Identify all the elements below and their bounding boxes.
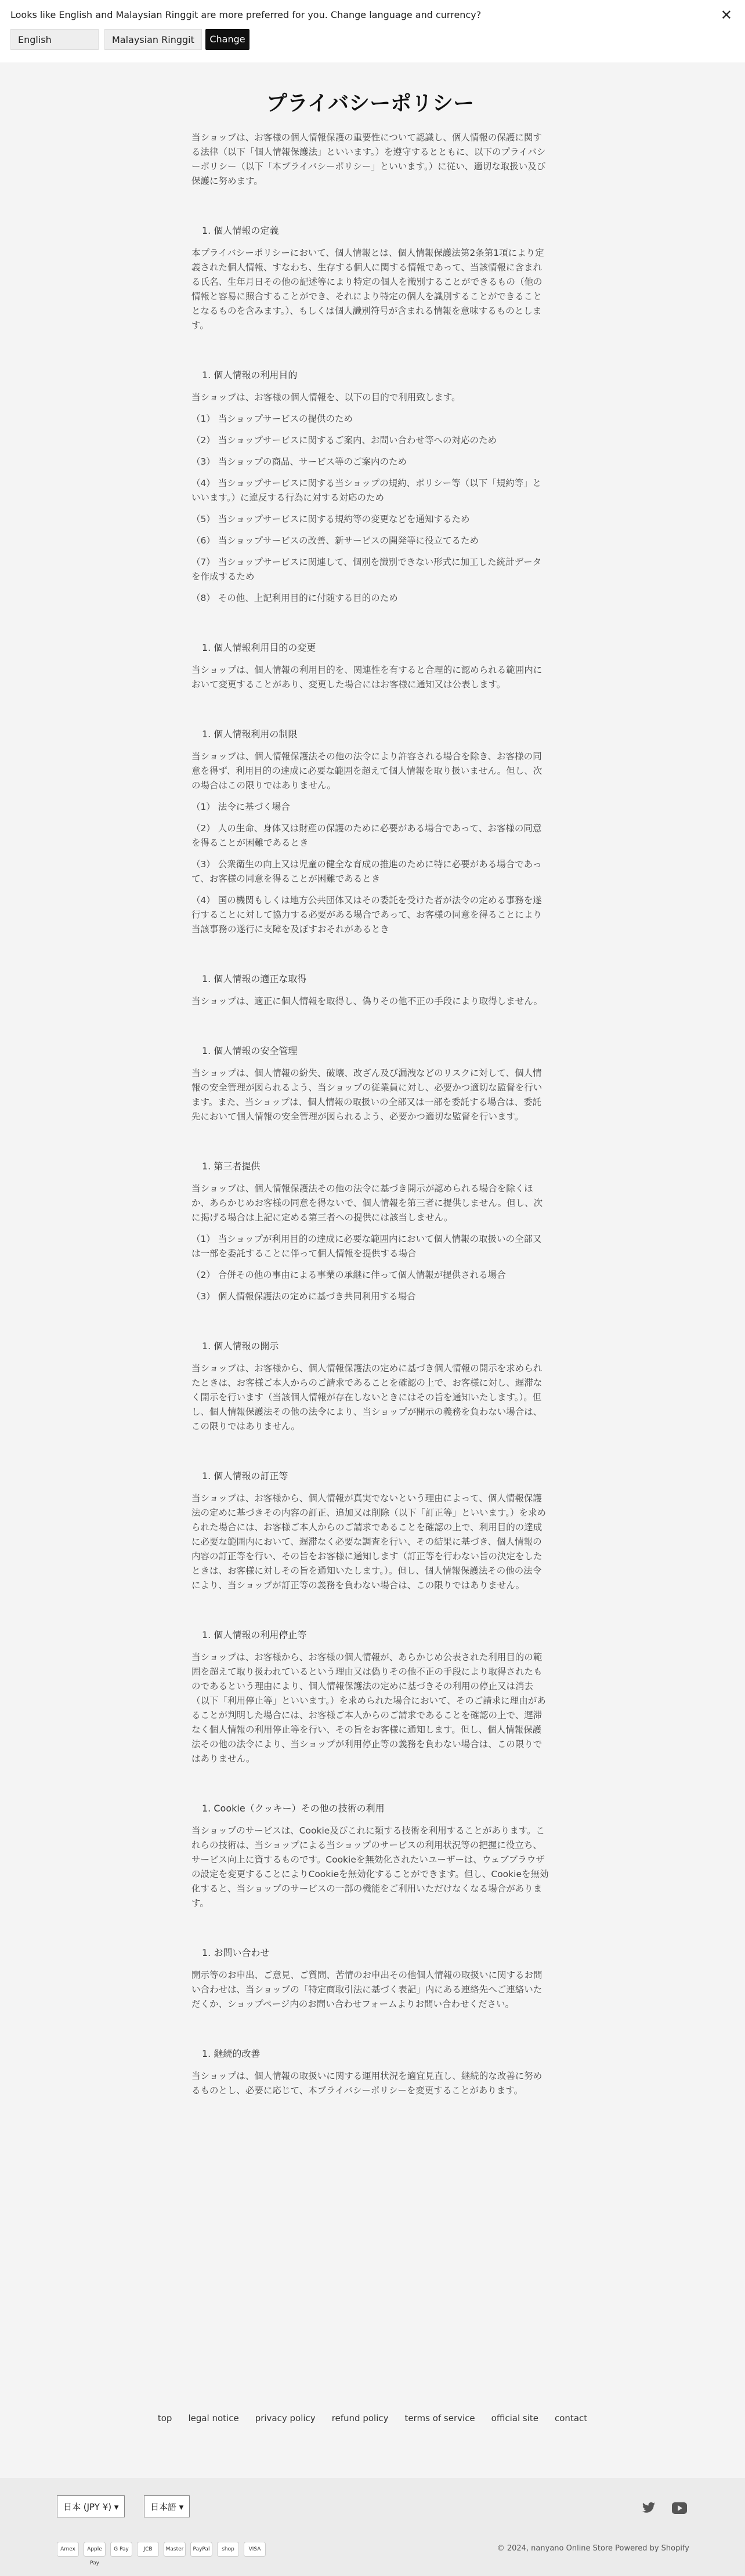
localization-banner [0, 0, 745, 63]
policy-section [191, 2046, 549, 2098]
payment-icon: Amex [57, 2542, 79, 2557]
policy-section [191, 223, 549, 333]
section-heading: 1. 個人情報の利用停止等 [202, 1629, 307, 1640]
policy-content [191, 87, 549, 2133]
section-paragraph: 当ショップは、個人情報の取扱いに関する運用状況を適宜見直し、継続的な改善に努めるものとし、必要に応じて、本プライバシーポリシーを変更することがあります。 [191, 2071, 543, 2096]
section-heading: 1. 個人情報利用目的の変更 [202, 642, 316, 653]
section-paragraph: 当ショップは、お客様から、個人情報保護法の定めに基づき個人情報の開示を求められたときは、お客様ご本人からのご請求であることを確認の上で、お客様に対し、遅滞なく開示を行います（当該個人情報が存在しないときにはその旨を通知いたします。）。但し、個人情報保護法その他の法令により、当ショップが開示の義務を負わない場合は、この限りではありません。 [191, 1363, 543, 1432]
footer-link[interactable]: legal notice [188, 2413, 239, 2423]
section-paragraph: （8） その他、上記利用目的に付随する目的のため [191, 593, 398, 603]
payment-icon: Apple Pay [84, 2542, 106, 2557]
section-paragraph: （3） 個人情報保護法の定めに基づき共同利用する場合 [191, 1291, 416, 1302]
payment-icon: G Pay [110, 2542, 132, 2557]
youtube-icon[interactable] [672, 2502, 687, 2517]
section-paragraph: 当ショップは、個人情報の利用目的を、関連性を有すると合理的に認められる範囲内において変更することがあり、変更した場合にはお客様に通知又は公表します。 [191, 665, 543, 690]
section-paragraph: （4） 国の機関もしくは地方公共団体又はその委託を受けた者が法令の定める事務を遂行することに対して協力する必要がある場合であって、お客様の同意を得ることにより当該事務の遂行に支障を及ぼすおそれがあるとき [191, 895, 543, 934]
currency-select[interactable]: Malaysian Ringgit [104, 29, 202, 50]
section-paragraph: 当ショップのサービスは、Cookie及びこれに類する技術を利用することがあります。これらの技術は、当ショップによる当ショップのサービスの利用状況等の把握に役立ち、サービス向上に資するものです。Cookieを無効化されたいユーザーは、ウェブブラウザの設定を変更することによりCookieを無効化することができます。但し、Cookieを無効化すると、当ショップのサービスの一部の機能をご利用いただけなくなる場合があります。 [191, 1825, 549, 1908]
country-label: 日本 (JPY ¥) [63, 2502, 112, 2512]
section-heading: 1. 個人情報利用の制限 [202, 729, 298, 740]
section-heading: 1. 個人情報の訂正等 [202, 1470, 288, 1481]
section-paragraph: 当ショップは、個人情報保護法その他の法令により許容される場合を除き、お客様の同意を得ず、利用目的の達成に必要な範囲を超えて個人情報を取り扱いません。但し、次の場合はこの限りではありません。 [191, 751, 543, 791]
policy-section [191, 1628, 549, 1766]
page-title: プライバシーポリシー [266, 92, 475, 115]
footer-links [0, 2413, 745, 2423]
payment-icons [57, 2542, 266, 2566]
footer-link[interactable]: official site [491, 2413, 538, 2423]
section-heading: 1. 第三者提供 [202, 1161, 261, 1172]
section-paragraph: （3） 公衆衛生の向上又は児童の健全な育成の推進のために特に必要がある場合であって、お客様の同意を得ることが困難であるとき [191, 859, 542, 884]
section-heading: 1. 個人情報の安全管理 [202, 1045, 298, 1056]
section-paragraph: （2） 当ショップサービスに関するご案内、お問い合わせ等への対応のため [191, 435, 497, 445]
section-heading: 1. Cookie（クッキー）その他の技術の利用 [202, 1803, 385, 1814]
section-paragraph: （1） 当ショップサービスの提供のため [191, 414, 353, 424]
section-paragraph: 開示等のお申出、ご意見、ご質問、苦情のお申出その他個人情報の取扱いに関するお問い合わせは、当ショップの「特定商取引法に基づく表記」内にある連絡先へご連絡いただくか、ショップページ内のお問い合わせフォームよりお問い合わせください。 [191, 1970, 543, 2009]
payment-icon: VISA [244, 2542, 266, 2557]
policy-section [191, 972, 549, 1009]
section-paragraph: 本プライバシーポリシーにおいて、個人情報とは、個人情報保護法第2条第1項により定義された個人情報、すなわち、生存する個人に関する情報であって、当該情報に含まれる氏名、生年月日その他の記述等により特定の個人を識別することができるもの（他の情報と容易に照合することができ、それにより特定の個人を識別することができることとなるものを含みます。）、もしくは個人識別符号が含まれる情報を意味するものとします。 [191, 248, 544, 331]
footer-link[interactable]: refund policy [331, 2413, 389, 2423]
section-paragraph: （3） 当ショップの商品、サービス等のご案内のため [191, 456, 407, 467]
payment-icon: Master [164, 2542, 186, 2557]
footer-link[interactable]: top [157, 2413, 172, 2423]
language-footer-select[interactable]: 日本語 ▾ [144, 2495, 190, 2517]
policy-section [191, 368, 549, 606]
policy-section [191, 640, 549, 692]
section-paragraph: （1） 当ショップが利用目的の達成に必要な範囲内において個人情報の取扱いの全部又は一部を委託することに伴って個人情報を提供する場合 [191, 1234, 542, 1259]
section-paragraph: （1） 法令に基づく場合 [191, 802, 290, 812]
policy-section [191, 1945, 549, 2012]
section-heading: 1. 個人情報の開示 [202, 1340, 279, 1352]
language-label: 日本語 [150, 2502, 177, 2512]
policy-section [191, 1159, 549, 1304]
change-button[interactable]: Change [205, 29, 249, 50]
policy-section [191, 1801, 549, 1911]
payment-icon: shop [217, 2542, 239, 2557]
payment-icon: JCB [137, 2542, 159, 2557]
section-paragraph: （6） 当ショップサービスの改善、新サービスの開発等に役立てるため [191, 535, 479, 546]
section-paragraph: （5） 当ショップサービスに関する規約等の変更などを通知するため [191, 514, 470, 524]
site-footer [0, 2478, 745, 2576]
policy-section [191, 1044, 549, 1124]
language-select[interactable]: English [10, 29, 99, 50]
section-heading: 1. 個人情報の利用目的 [202, 369, 298, 381]
section-paragraph: 当ショップは、個人情報の紛失、破壊、改ざん及び漏洩などのリスクに対して、個人情報の安全管理が図られるよう、当ショップの従業員に対し、必要かつ適切な監督を行います。また、当ショップは、個人情報の取扱いの全部又は一部を委託する場合は、委託先において個人情報の安全管理が図られるよう、必要かつ適切な監督を行います。 [191, 1068, 543, 1122]
country-select[interactable]: 日本 (JPY ¥) ▾ [57, 2495, 125, 2517]
policy-section [191, 1469, 549, 1593]
section-paragraph: 当ショップは、適正に個人情報を取得し、偽りその他不正の手段により取得しません。 [191, 996, 543, 1006]
section-paragraph: （2） 人の生命、身体又は財産の保護のために必要がある場合であって、お客様の同意を得ることが困難であるとき [191, 823, 542, 848]
intro-text: 当ショップは、お客様の個人情報保護の重要性について認識し、個人情報の保護に関する法律（以下「個人情報保護法」といいます。）を遵守するとともに、以下のプライバシーポリシー（以下「本プライバシーポリシー」といいます。）に従い、適切な取扱い及び保護に努めます。 [191, 132, 546, 186]
policy-section [191, 727, 549, 937]
section-paragraph: 当ショップは、お客様から、お客様の個人情報が、あらかじめ公表された利用目的の範囲を超えて取り扱われているという理由又は偽りその他不正の手段により取得されたものであるという理由により、個人情報保護法の定めに基づきその利用の停止又は消去（以下「利用停止等」といいます。）を求められた場合において、そのご請求に理由があることが判明した場合には、お客様ご本人からのご請求であることを確認の上で、遅滞なく個人情報の利用停止等を行い、その旨をお客様に通知します。但し、個人情報保護法その他の法令により、当ショップが利用停止等の義務を負わない場合は、この限りではありません。 [191, 1652, 546, 1764]
footer-link[interactable]: terms of service [404, 2413, 475, 2423]
footer-link[interactable]: contact [555, 2413, 588, 2423]
policy-section [191, 1339, 549, 1434]
section-paragraph: （7） 当ショップサービスに関連して、個別を識別できない形式に加工した統計データを作成するため [191, 557, 542, 582]
policy-sections [191, 223, 549, 2098]
section-heading: 1. 個人情報の適正な取得 [202, 973, 307, 984]
section-paragraph: 当ショップは、お客様の個人情報を、以下の目的で利用致します。 [191, 392, 461, 403]
close-icon[interactable]: ✕ [720, 7, 732, 23]
twitter-icon[interactable] [642, 2502, 656, 2517]
footer-link[interactable]: privacy policy [255, 2413, 316, 2423]
section-heading: 1. お問い合わせ [202, 1947, 270, 1958]
banner-message: Looks like English and Malaysian Ringgit are more preferred for you. Change language and currency? [10, 9, 482, 20]
section-heading: 1. 継続的改善 [202, 2048, 261, 2059]
copyright: © 2024, nanyano Online Store Powered by Shopify [497, 2544, 689, 2553]
payment-icon: PayPal [190, 2542, 212, 2557]
section-paragraph: 当ショップは、お客様から、個人情報が真実でないという理由によって、個人情報保護法の定めに基づきその内容の訂正、追加又は削除（以下「訂正等」といいます。）を求められた場合には、お客様ご本人からのご請求であることを確認の上で、利用目的の達成に必要な範囲内において、遅滞なく必要な調査を行い、その結果に基づき、個人情報の内容の訂正等を行い、その旨をお客様に通知します（訂正等を行わない旨の決定をしたときは、お客様に対しその旨を通知いたします。）。但し、個人情報保護法その他の法令により、当ショップが訂正等の義務を負わない場合は、この限りではありません。 [191, 1493, 547, 1590]
section-heading: 1. 個人情報の定義 [202, 225, 279, 236]
section-paragraph: （2） 合併その他の事由による事業の承継に伴って個人情報が提供される場合 [191, 1270, 506, 1280]
section-paragraph: 当ショップは、個人情報保護法その他の法令に基づき開示が認められる場合を除くほか、あらかじめお客様の同意を得ないで、個人情報を第三者に提供しません。但し、次に掲げる場合は上記に定める第三者への提供には該当しません。 [191, 1183, 543, 1223]
section-paragraph: （4） 当ショップサービスに関する当ショップの規約、ポリシー等（以下「規約等」といいます。）に違反する行為に対する対応のため [191, 478, 542, 503]
